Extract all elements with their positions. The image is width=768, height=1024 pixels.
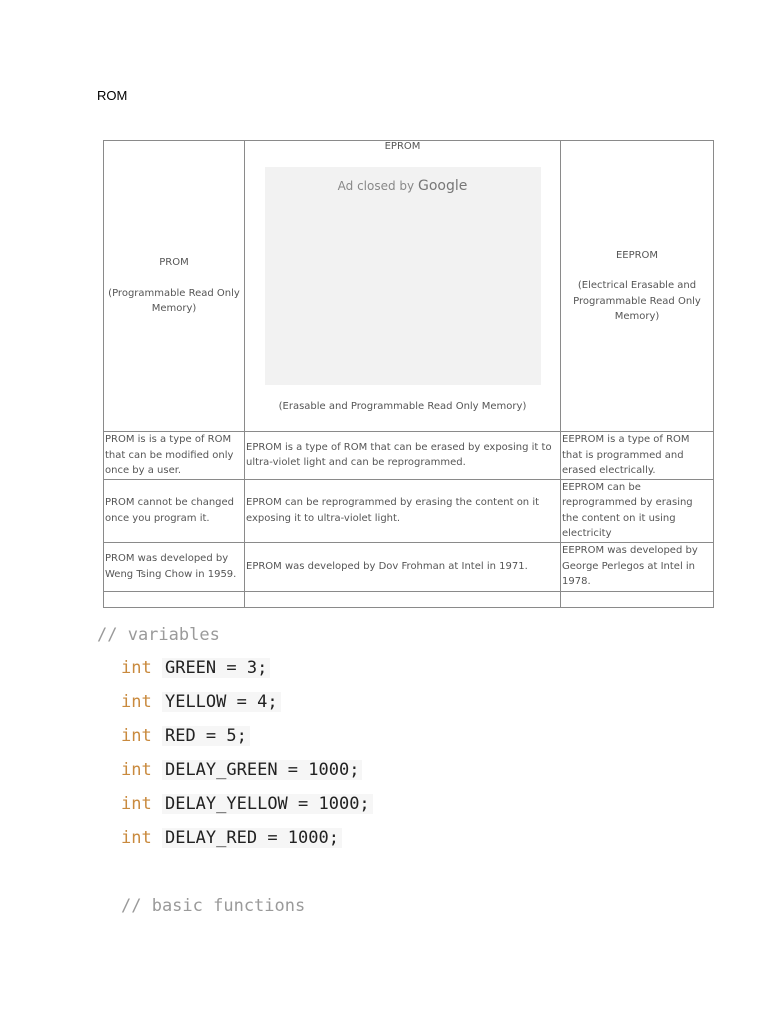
ad-closed-text: Ad closed by (337, 178, 415, 193)
prom-cell: PROM is is a type of ROM that can be modified only once by a user. (104, 432, 245, 480)
prom-title: PROM (159, 257, 189, 269)
eprom-cell: EPROM is a type of ROM that can be erased by exposing it to ultra-violet light and can be reprogrammed. (245, 432, 561, 480)
code-comment-functions: // basic functions (121, 896, 306, 916)
code-comment-variables: // variables (97, 625, 220, 645)
code-line (121, 821, 342, 855)
code-statement: DELAY_YELLOW = 1000; (162, 794, 373, 814)
eprom-cell: EPROM was developed by Dov Frohman at Intel in 1971. (245, 542, 561, 591)
code-line (121, 651, 270, 685)
code-line (121, 685, 281, 719)
prom-header-cell (104, 141, 245, 432)
code-keyword: int (121, 794, 152, 814)
eprom-header-cell (245, 141, 561, 432)
code-statement: DELAY_RED = 1000; (162, 828, 342, 848)
page-heading: ROM (97, 88, 128, 103)
code-statement: DELAY_GREEN = 1000; (162, 760, 362, 780)
code-statement: RED = 5; (162, 726, 250, 746)
eeprom-cell: EEPROM was developed by George Perlegos at Intel in 1978. (561, 542, 714, 591)
table-row (104, 432, 714, 480)
eeprom-cell: EEPROM can be reprogrammed by erasing the content on it using electricity (561, 479, 714, 542)
eprom-title: EPROM (384, 141, 421, 152)
eeprom-title: EEPROM (615, 249, 659, 261)
empty-table-row (104, 591, 714, 607)
google-brand-text: Google (417, 177, 468, 194)
code-keyword: int (121, 658, 152, 678)
code-keyword: int (121, 726, 152, 746)
prom-cell: PROM cannot be changed once you program it. (104, 479, 245, 542)
code-keyword: int (121, 760, 152, 780)
eeprom-cell: EEPROM is a type of ROM that is programmed and erased electrically. (561, 432, 714, 480)
prom-full-name: (Programmable Read Only Memory) (108, 287, 240, 315)
code-keyword: int (121, 692, 152, 712)
eeprom-full-name: (Electrical Erasable and Programmable Read Only Memory) (573, 280, 701, 322)
table-header-row (104, 141, 714, 432)
table-row (104, 479, 714, 542)
code-line (121, 753, 362, 787)
table-row (104, 542, 714, 591)
rom-comparison-table (103, 140, 714, 608)
eprom-full-name: (Erasable and Programmable Read Only Memory) (278, 400, 527, 412)
code-statement: YELLOW = 4; (162, 692, 281, 712)
eprom-cell: EPROM can be reprogrammed by erasing the content on it exposing it to ultra-violet light. (245, 479, 561, 542)
eeprom-header-cell (561, 141, 714, 432)
prom-cell: PROM was developed by Weng Tsing Chow in 1959. (104, 542, 245, 591)
ad-placeholder (265, 167, 541, 385)
code-keyword: int (121, 828, 152, 848)
code-statement: GREEN = 3; (162, 658, 270, 678)
code-line (121, 719, 250, 753)
code-line (121, 787, 373, 821)
